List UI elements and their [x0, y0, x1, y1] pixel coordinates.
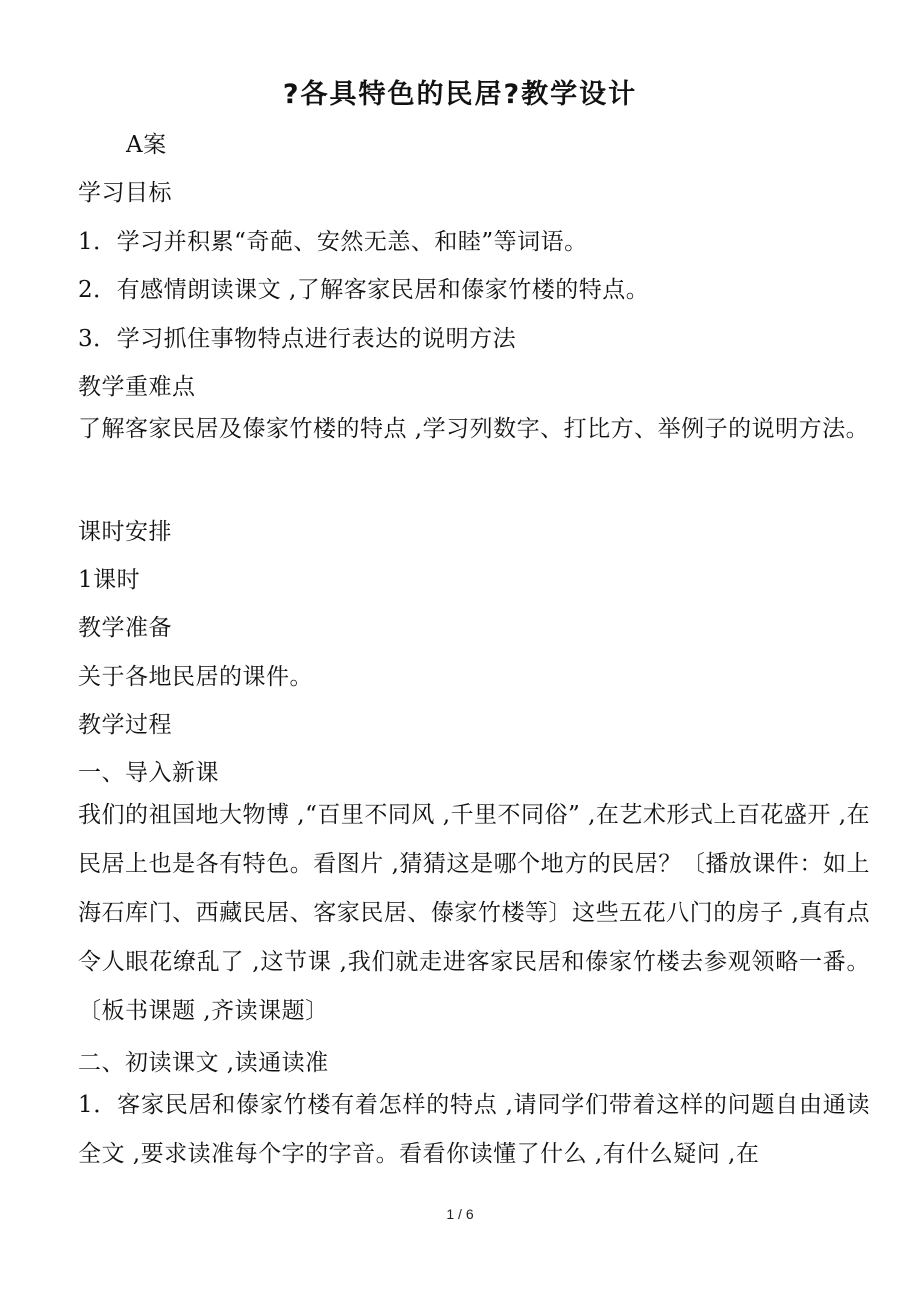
heading-preparation: 教学准备	[78, 615, 172, 641]
schedule-text: 1课时	[78, 567, 141, 593]
preparation-text: 关于各地民居的课件。	[78, 664, 313, 690]
heading-section-1: 一、导入新课	[78, 760, 219, 786]
intro-text: 我们的祖国地大物博 ,“百里不同风 ,千里不同俗” ,在艺术形式上百花盛开 ,在民居上也是各有特色。看图片 ,猜猜这是哪个地方的民居？〔播放课件：如上海石库门、西藏民居、客家民居、傣家竹楼等〕这些五花八门的房子 ,真有点令人眼花缭乱了 ,这节课 ,我们就走进客家民居和傣家竹楼去参观领略一番。〔板书课题 ,齐读课题〕	[78, 802, 871, 1024]
heading-schedule: 课时安排	[78, 519, 172, 545]
case-label: A案	[126, 132, 167, 158]
objective-3: 3．学习抓住事物特点进行表达的说明方法	[78, 326, 517, 352]
document-title: ?各具特色的民居?教学设计	[282, 79, 638, 110]
reading-text: 1．客家民居和傣家竹楼有着怎样的特点 ,请同学们带着这样的问题自由通读全文 ,要求读准每个字的字音。看看你读懂了什么 ,有什么疑问 ,在	[78, 1092, 870, 1167]
objective-1: 1．学习并积累“奇葩、安然无恙、和睦”等词语。	[78, 229, 588, 255]
page-number: 1 / 6	[446, 1206, 474, 1222]
heading-objectives: 学习目标	[78, 180, 172, 206]
objective-2: 2．有感情朗读课文 ,了解客家民居和傣家竹楼的特点。	[78, 277, 650, 303]
heading-process: 教学过程	[78, 712, 172, 738]
heading-section-2: 二、初读课文 ,读通读准	[78, 1050, 329, 1076]
reading-paragraph	[68, 1081, 870, 1179]
key-points-paragraph	[68, 405, 870, 454]
heading-key-points: 教学重难点	[78, 374, 196, 400]
key-points-text: 了解客家民居及傣家竹楼的特点 ,学习列数字、打比方、举例子的说明方法。	[78, 416, 870, 442]
intro-paragraph	[68, 791, 870, 1036]
